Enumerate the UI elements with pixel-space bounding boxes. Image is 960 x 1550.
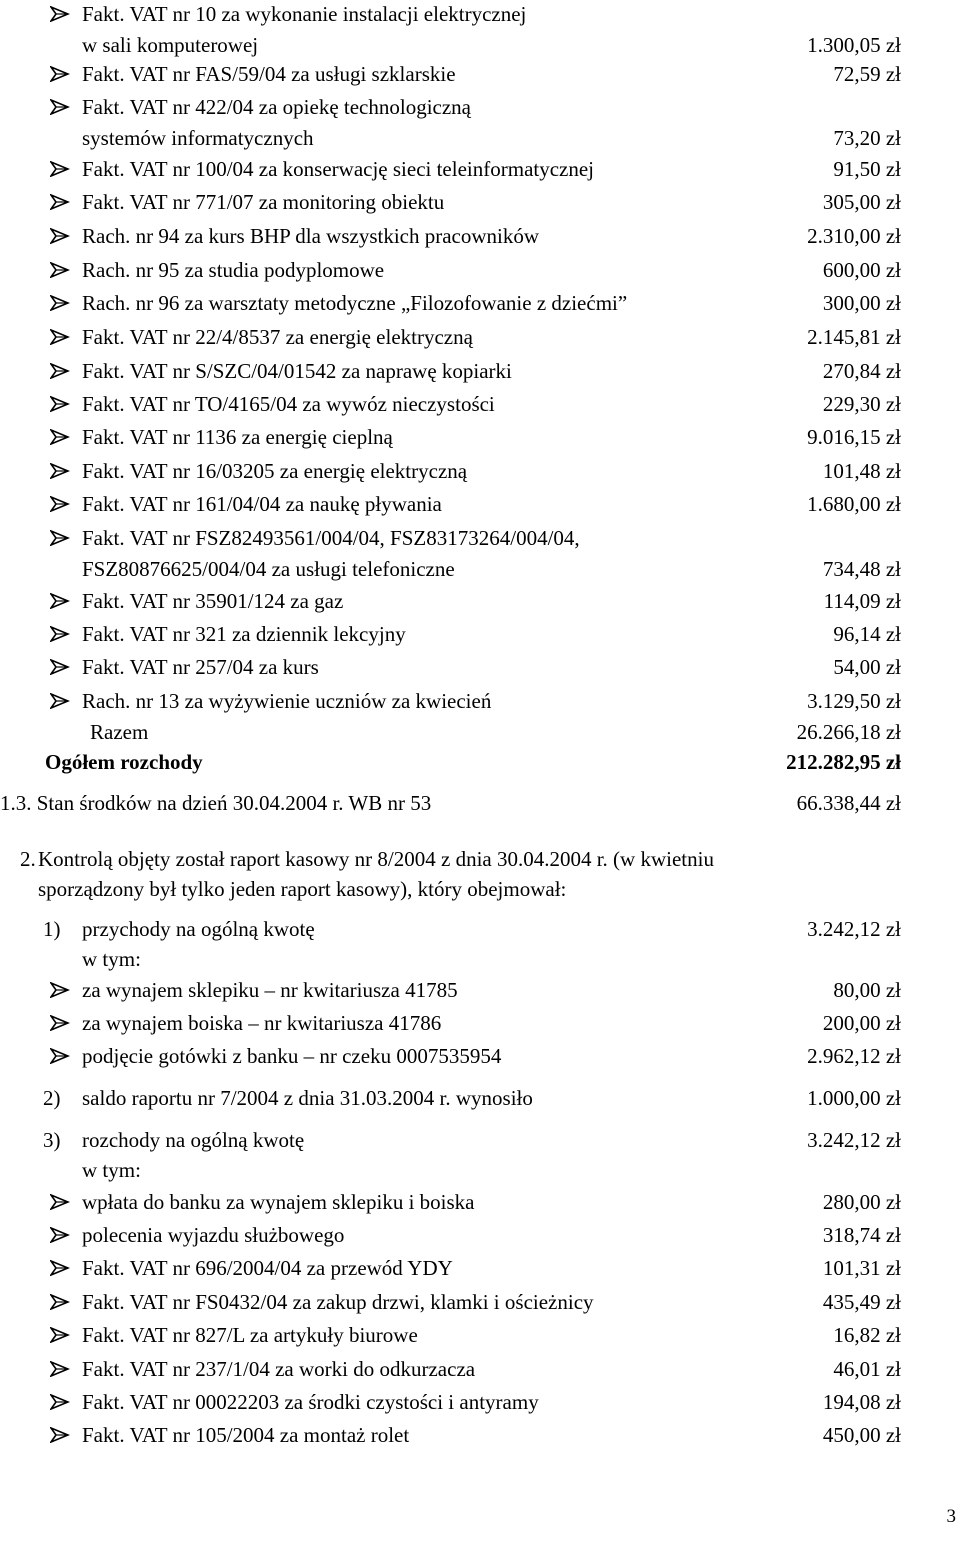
item-amount: 101,48 zł (822, 459, 901, 483)
item-description-line-1: Rach. nr 94 za kurs BHP dla wszystkich pracowników (82, 224, 540, 248)
list-item (0, 653, 960, 681)
item-amount: 91,50 zł (833, 157, 901, 181)
item-amount: 435,49 zł (822, 1290, 901, 1314)
item-description-line-1: Fakt. VAT nr 422/04 za opiekę technologiczną (82, 95, 472, 119)
rozchody-amount: 3.242,12 zł (807, 1128, 901, 1152)
arrowhead-bullet-icon (50, 620, 74, 648)
arrowhead-bullet-icon (50, 1355, 74, 1383)
item-amount: 80,00 zł (833, 978, 901, 1002)
arrowhead-bullet-icon (50, 323, 74, 351)
stan-srodkow-row (0, 789, 960, 817)
arrowhead-bullet-icon (50, 1288, 74, 1316)
item-description (82, 587, 343, 615)
arrowhead-bullet-icon (50, 93, 74, 121)
item-description-line-1: Fakt. VAT nr TO/4165/04 za wywóz nieczystości (82, 392, 495, 416)
item-description (82, 620, 406, 648)
item-description-line-1: Fakt. VAT nr 00022203 za środki czystości i antyramy (82, 1390, 539, 1414)
list-item (0, 1254, 960, 1282)
arrowhead-bullet-icon (50, 1421, 74, 1449)
arrowhead-bullet-icon (50, 587, 74, 615)
item-description-line-1: Fakt. VAT nr FSZ82493561/004/04, FSZ83173264/004/04, (82, 526, 580, 550)
list-item (0, 620, 960, 648)
item-description-line-1: Fakt. VAT nr 696/2004/04 za przewód YDY (82, 1256, 453, 1280)
item-description (82, 1042, 501, 1070)
saldo-label: saldo raportu nr 7/2004 z dnia 31.03.2004 r. wynosiło (82, 1086, 533, 1110)
item-description-line-1: Fakt. VAT nr 10 za wykonanie instalacji elektrycznej (82, 2, 527, 26)
list-item (0, 0, 960, 62)
item-description-line-1: wpłata do banku za wynajem sklepiku i boiska (82, 1190, 475, 1214)
item-amount: 1.300,05 zł (807, 33, 901, 57)
item-description (82, 1321, 418, 1349)
arrowhead-bullet-icon (50, 60, 74, 88)
list-item (0, 222, 960, 250)
item-description-line-1: Fakt. VAT nr FAS/59/04 za usługi szklarskie (82, 62, 456, 86)
item-amount: 305,00 zł (822, 190, 901, 214)
item-description-line-1: Fakt. VAT nr 35901/124 za gaz (82, 589, 344, 613)
arrowhead-bullet-icon (50, 1009, 74, 1037)
arrowhead-bullet-icon (50, 490, 74, 518)
ogolem-row (0, 748, 960, 776)
item-description (82, 390, 495, 418)
item-description (82, 423, 393, 451)
arrowhead-bullet-icon (50, 1221, 74, 1249)
item-description (82, 188, 444, 216)
item-description-line-1: Rach. nr 13 za wyżywienie uczniów za kwiecień (82, 689, 492, 713)
arrowhead-bullet-icon (50, 687, 74, 715)
przychody-row (0, 915, 960, 943)
razem-amount: 26.266,18 zł (796, 720, 901, 744)
list-item (0, 390, 960, 418)
list-item (0, 976, 960, 1004)
item-description (82, 653, 319, 681)
item-description (82, 323, 473, 351)
item-description (82, 1355, 475, 1383)
item-description (82, 1388, 539, 1416)
list-item (0, 1042, 960, 1070)
arrowhead-bullet-icon (50, 289, 74, 317)
arrowhead-bullet-icon (50, 1254, 74, 1282)
item-description (82, 1254, 453, 1282)
item-description (82, 1009, 441, 1037)
rozchody-row (0, 1126, 960, 1154)
list-item (0, 289, 960, 317)
arrowhead-bullet-icon (50, 524, 74, 552)
przychody-label: przychody na ogólną kwotę (82, 917, 315, 941)
arrowhead-bullet-icon (50, 0, 74, 28)
item-amount: 46,01 zł (833, 1357, 901, 1381)
item-amount: 101,31 zł (822, 1256, 901, 1280)
item-amount: 72,59 zł (833, 62, 901, 86)
item-description (82, 93, 471, 152)
item-description-line-1: Fakt. VAT nr 1136 za energię cieplną (82, 425, 393, 449)
item-amount: 600,00 zł (822, 258, 901, 282)
list-item (0, 457, 960, 485)
rozchody-wtym: w tym: (82, 1158, 141, 1182)
item-amount: 73,20 zł (833, 126, 901, 150)
ogolem-amount: 212.282,95 zł (786, 750, 901, 774)
list-item (0, 423, 960, 451)
item-amount: 54,00 zł (833, 655, 901, 679)
item-description (82, 289, 627, 317)
list-item (0, 93, 960, 155)
item-amount: 318,74 zł (822, 1223, 901, 1247)
point-2-line-2: sporządzony był tylko jeden raport kasowy), który obejmował: (38, 877, 567, 901)
arrowhead-bullet-icon (50, 976, 74, 1004)
item-description-line-1: Fakt. VAT nr 827/L za artykuły biurowe (82, 1323, 418, 1347)
item-description-line-1: podjęcie gotówki z banku – nr czeku 0007535954 (82, 1044, 502, 1068)
arrowhead-bullet-icon (50, 457, 74, 485)
item-description (82, 256, 384, 284)
item-description (82, 524, 580, 583)
list-item (0, 155, 960, 183)
list-item (0, 1321, 960, 1349)
item-amount: 9.016,15 zł (807, 425, 901, 449)
rozchody-number: 3) (43, 1128, 61, 1152)
item-amount: 270,84 zł (822, 359, 901, 383)
saldo-row (0, 1084, 960, 1112)
item-description-line-1: Fakt. VAT nr 161/04/04 za naukę pływania (82, 492, 442, 516)
arrowhead-bullet-icon (50, 357, 74, 385)
item-description-line-2: FSZ80876625/004/04 za usługi telefoniczne (82, 557, 455, 581)
razem-label: Razem (90, 720, 149, 744)
arrowhead-bullet-icon (50, 653, 74, 681)
item-amount: 16,82 zł (833, 1323, 901, 1347)
list-item (0, 1221, 960, 1249)
item-amount: 114,09 zł (823, 589, 901, 613)
item-description (82, 976, 458, 1004)
point-2-line-1: Kontrolą objęty został raport kasowy nr 8/2004 z dnia 30.04.2004 r. (w kwietniu (38, 847, 714, 871)
item-description-line-1: Fakt. VAT nr 237/1/04 za worki do odkurzacza (82, 1357, 476, 1381)
list-item (0, 490, 960, 518)
item-description-line-2: systemów informatycznych (82, 126, 314, 150)
rozchody-label: rozchody na ogólną kwotę (82, 1128, 305, 1152)
item-amount: 3.129,50 zł (807, 689, 901, 713)
rozchody-wtym-row (0, 1156, 960, 1184)
przychody-wtym: w tym: (82, 947, 141, 971)
item-amount: 96,14 zł (833, 622, 901, 646)
list-item (0, 587, 960, 615)
item-description-line-1: Fakt. VAT nr 100/04 za konserwację sieci teleinformatycznej (82, 157, 595, 181)
item-description-line-1: za wynajem boiska – nr kwitariusza 41786 (82, 1011, 442, 1035)
przychody-amount: 3.242,12 zł (807, 917, 901, 941)
ogolem-label: Ogółem rozchody (45, 750, 203, 774)
item-description (82, 357, 512, 385)
page-number: 3 (946, 1506, 956, 1527)
item-amount: 194,08 zł (822, 1390, 901, 1414)
arrowhead-bullet-icon (50, 390, 74, 418)
item-description-line-1: za wynajem sklepiku – nr kwitariusza 41785 (82, 978, 458, 1002)
item-amount: 450,00 zł (822, 1423, 901, 1447)
arrowhead-bullet-icon (50, 155, 74, 183)
arrowhead-bullet-icon (50, 1321, 74, 1349)
item-amount: 229,30 zł (822, 392, 901, 416)
item-description (82, 1221, 344, 1249)
item-amount: 200,00 zł (822, 1011, 901, 1035)
arrowhead-bullet-icon (50, 1388, 74, 1416)
arrowhead-bullet-icon (50, 222, 74, 250)
item-amount: 280,00 zł (822, 1190, 901, 1214)
item-description (82, 1288, 594, 1316)
item-description (82, 1421, 409, 1449)
przychody-number: 1) (43, 917, 61, 941)
arrowhead-bullet-icon (50, 1188, 74, 1216)
item-description-line-1: Fakt. VAT nr 321 za dziennik lekcyjny (82, 622, 406, 646)
list-item (0, 687, 960, 715)
item-description-line-1: Fakt. VAT nr 257/04 za kurs (82, 655, 319, 679)
item-description-line-1: Fakt. VAT nr 22/4/8537 za energię elektryczną (82, 325, 473, 349)
item-description (82, 0, 526, 59)
saldo-amount: 1.000,00 zł (807, 1086, 901, 1110)
stan-srodkow-label: 1.3. Stan środków na dzień 30.04.2004 r. WB nr 53 (0, 791, 432, 815)
arrowhead-bullet-icon (50, 1042, 74, 1070)
item-amount: 2.962,12 zł (807, 1044, 901, 1068)
item-description-line-1: polecenia wyjazdu służbowego (82, 1223, 345, 1247)
item-description-line-1: Rach. nr 95 za studia podyplomowe (82, 258, 385, 282)
razem-row (0, 718, 960, 746)
list-item (0, 1388, 960, 1416)
item-description (82, 457, 467, 485)
list-item (0, 256, 960, 284)
przychody-wtym-row (0, 945, 960, 973)
list-item (0, 1421, 960, 1449)
saldo-number: 2) (43, 1086, 61, 1110)
item-description-line-1: Fakt. VAT nr FS0432/04 za zakup drzwi, klamki i ościeżnicy (82, 1290, 594, 1314)
item-description (82, 222, 539, 250)
arrowhead-bullet-icon (50, 256, 74, 284)
item-description-line-1: Rach. nr 96 za warsztaty metodyczne „Filozofowanie z dziećmi” (82, 291, 628, 315)
item-description (82, 687, 491, 715)
item-description-line-1: Fakt. VAT nr S/SZC/04/01542 za naprawę kopiarki (82, 359, 512, 383)
item-description-line-2: w sali komputerowej (82, 33, 259, 57)
item-amount: 2.310,00 zł (807, 224, 901, 248)
list-item (0, 188, 960, 216)
list-item (0, 323, 960, 351)
list-item (0, 1355, 960, 1383)
list-item (0, 357, 960, 385)
item-description-line-1: Fakt. VAT nr 105/2004 za montaż rolet (82, 1423, 410, 1447)
item-description-line-1: Fakt. VAT nr 771/07 za monitoring obiektu (82, 190, 445, 214)
list-item (0, 1288, 960, 1316)
arrowhead-bullet-icon (50, 423, 74, 451)
list-item (0, 1009, 960, 1037)
list-item (0, 60, 960, 88)
list-item (0, 1188, 960, 1216)
item-amount: 734,48 zł (822, 557, 901, 581)
item-amount: 1.680,00 zł (807, 492, 901, 516)
item-description (82, 490, 442, 518)
point-2-number: 2. (20, 847, 36, 871)
arrowhead-bullet-icon (50, 188, 74, 216)
item-description (82, 155, 594, 183)
stan-srodkow-amount: 66.338,44 zł (796, 791, 901, 815)
item-description (82, 60, 456, 88)
item-amount: 2.145,81 zł (807, 325, 901, 349)
item-amount: 300,00 zł (822, 291, 901, 315)
item-description-line-1: Fakt. VAT nr 16/03205 za energię elektryczną (82, 459, 468, 483)
item-description (82, 1188, 475, 1216)
list-item (0, 524, 960, 586)
